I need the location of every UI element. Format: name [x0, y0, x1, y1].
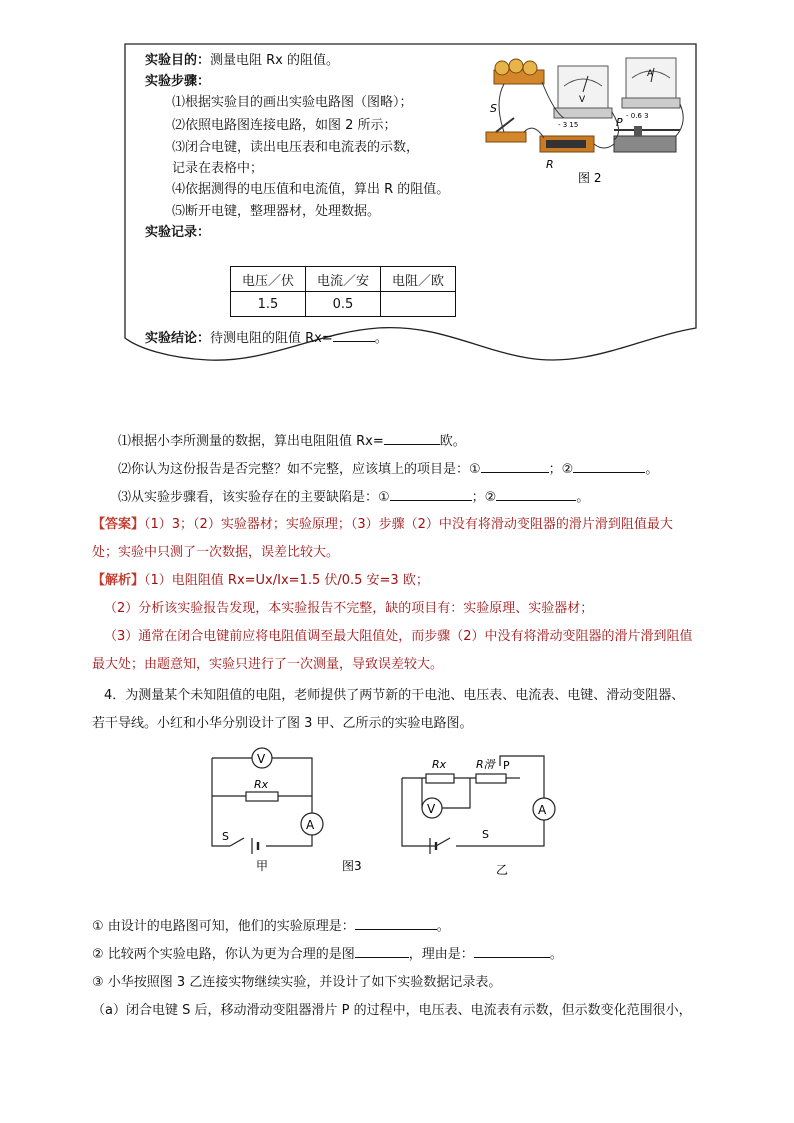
q4-sub-2-end: 。 [549, 947, 563, 962]
purpose-line [145, 49, 339, 68]
answer-line-1 [92, 513, 673, 532]
analysis-text-1: （1）电阻阻值 Rx=Ux/Ix=1.5 伏/0.5 安=3 欧； [144, 573, 429, 588]
ammeter-label: A [647, 69, 654, 79]
table-cell: 1.5 [231, 292, 306, 317]
switch [486, 102, 526, 142]
q4-sub-2 [92, 943, 563, 962]
q4-sub-1-text: ① 由设计的电路图可知，他们的实验原理是： [92, 919, 355, 934]
purpose-label: 实验目的： [145, 53, 211, 68]
answer-blank[interactable] [384, 430, 440, 445]
answer-text-1: （1）3；（2）实验器材；实验原理；（3）步骤（2）中没有将滑动变阻器的滑片滑到阻值最大 [144, 517, 673, 532]
q4-sub-1 [92, 915, 450, 934]
voltmeter-symbol: V [427, 802, 436, 816]
q4-sub-3: ③ 小华按照图 3 乙连接实物继续实验，并设计了如下实验数据记录表。 [92, 975, 502, 990]
question-3-end: 。 [576, 490, 590, 505]
table-header-cell: 电压／伏 [231, 267, 306, 292]
answer-blank[interactable] [496, 486, 576, 501]
switch-label: S [482, 828, 489, 841]
answer-blank[interactable] [573, 458, 645, 473]
conclusion-label: 实验结论： [145, 331, 211, 346]
analysis-label: 【解析】 [92, 573, 145, 588]
step-4: ⑷依据测得的电压值和电流值，算出 R 的阻值。 [172, 182, 450, 197]
label-yi: 乙 [496, 863, 509, 877]
circuit-figure [200, 742, 580, 882]
answer-label: 【答案】 [92, 517, 145, 532]
switch-label: S [490, 102, 497, 115]
step-3: ⑶闭合电键，读出电压表和电流表的示数， [172, 140, 420, 155]
label-jia: 甲 [256, 859, 269, 873]
rheostat-label: R滑 [476, 758, 495, 771]
table-header-cell: 电阻／欧 [381, 267, 456, 292]
voltmeter [554, 66, 612, 129]
ammeter-symbol: A [538, 803, 547, 817]
step-1: ⑴根据实验目的画出实验电路图（图略）； [172, 95, 413, 110]
steps-label: 实验步骤： [145, 74, 211, 89]
q4-sub-1-end: 。 [436, 919, 450, 934]
resistor-label: R [546, 158, 554, 171]
question-2-text: ⑵你认为这份报告是否完整？如不完整，应该填上的项目是：① [118, 462, 481, 477]
purpose-text: 测量电阻 Rx 的阻值。 [210, 53, 340, 68]
table-header-cell: 电流／安 [306, 267, 381, 292]
q4-line-1: 4．为测量某个未知阻值的电阻，老师提供了两节新的干电池、电压表、电流表、电键、滑动变阻器、 [104, 688, 685, 703]
figure-2-caption: 图 2 [578, 171, 602, 185]
table-header-row [231, 267, 456, 292]
q4-line-2: 若干导线。小红和小华分别设计了图 3 甲、乙所示的实验电路图。 [92, 716, 473, 731]
q4-sub-2-text: ② 比较两个实验电路，你认为更为合理的是图 [92, 947, 355, 962]
conclusion-end: 。 [374, 331, 388, 346]
voltmeter-symbol: V [257, 752, 266, 766]
ammeter-scale: - 0.6 3 [626, 112, 649, 120]
q4-sub-2-mid: ，理由是： [408, 947, 474, 962]
question-3-text: ⑶从实验步骤看，该实验存在的主要缺陷是：① [118, 490, 390, 505]
question-2-mid: ；② [548, 462, 574, 477]
analysis-line-4: 最大处；由题意知，实验只进行了一次测量，导致误差较大。 [92, 657, 444, 672]
answer-blank[interactable] [481, 458, 549, 473]
resistor [540, 136, 594, 171]
question-3-mid: ；② [471, 490, 497, 505]
slider-label: P [616, 116, 623, 129]
record-table [230, 266, 456, 317]
slider-label: P [503, 759, 510, 772]
ammeter [622, 58, 680, 120]
q4-sub-3a: （a）闭合电键 S 后，移动滑动变阻器滑片 P 的过程中，电压表、电流表有示数，但示数变化范围很小， [92, 1003, 692, 1018]
switch-label: S [222, 830, 229, 843]
answer-line-2: 处；实验中只测了一次数据，误差比较大。 [92, 545, 340, 560]
resistor-label: Rx [432, 758, 447, 771]
step-2: ⑵依照电路图连接电路，如图 2 所示； [172, 118, 397, 133]
analysis-line-1 [92, 569, 429, 588]
analysis-line-3: （3）通常在闭合电键前应将电阻值调至最大阻值处，而步骤（2）中没有将滑动变阻器的滑片滑到阻值 [104, 629, 693, 644]
voltmeter-label: V [579, 95, 586, 105]
question-1 [118, 430, 466, 449]
voltmeter-scale: - 3 15 [558, 121, 579, 129]
conclusion-line [145, 327, 388, 346]
conclusion-text: 待测电阻的阻值 Rx= [210, 331, 333, 346]
table-cell: 0.5 [306, 292, 381, 317]
record-label: 实验记录： [145, 225, 211, 240]
answer-blank[interactable] [474, 943, 550, 958]
answer-blank[interactable] [355, 915, 437, 930]
question-3 [118, 486, 589, 505]
answer-blank[interactable] [355, 943, 409, 958]
analysis-line-2: （2）分析该实验报告发现，本实验报告不完整，缺的项目有：实验原理、实验器材； [104, 601, 594, 616]
table-cell [381, 292, 456, 317]
question-2-end: 。 [645, 462, 659, 477]
battery-holder [494, 59, 544, 84]
figure-3-caption: 图3 [342, 859, 362, 873]
apparatus-figure [484, 52, 694, 187]
ammeter-symbol: A [306, 818, 315, 832]
table-row [231, 292, 456, 317]
question-2 [118, 458, 658, 477]
question-1-text: ⑴根据小李所测量的数据，算出电阻阻值 Rx= [118, 434, 384, 449]
step-5: ⑸断开电键，整理器材，处理数据。 [172, 204, 381, 219]
answer-blank[interactable] [333, 327, 375, 342]
resistor-label: Rx [254, 778, 269, 791]
question-1-end: 欧。 [439, 434, 466, 449]
step-3-cont: 记录在表格中； [172, 161, 264, 176]
rheostat [614, 116, 680, 152]
answer-blank[interactable] [390, 486, 472, 501]
